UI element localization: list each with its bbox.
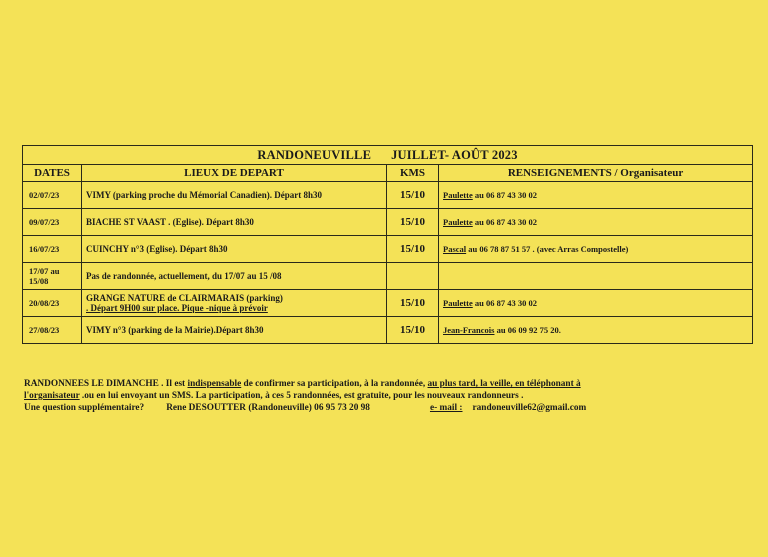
footer-line-2 (24, 390, 764, 402)
row-date: 16/07/23 (23, 236, 82, 263)
contact-phone: au 06 78 87 51 57 . (avec Arras Compostelle) (466, 244, 629, 254)
footer-emphasis: au plus tard, la veille, en téléphonant à (427, 379, 581, 389)
email-label: e- mail : (429, 403, 463, 413)
row-lieu: VIMY n°3 (parking de la Mairie).Départ 8h30 (82, 317, 387, 344)
row-kms (387, 263, 439, 290)
lieu-line-2: . Départ 9H00 sur place. Pique -nique à prévoir (86, 303, 268, 313)
contact-phone: au 06 09 92 75 20. (494, 325, 561, 335)
club-name: RANDONEUVILLE (257, 147, 372, 162)
date-line-2: 15/08 (29, 276, 49, 286)
footer-text: .ou en lui envoyant un SMS. La participation, à ces 5 randonnées, est gratuite, pour les nouveaux randonneurs . (79, 391, 524, 401)
row-kms: 15/10 (387, 236, 439, 263)
row-date: 20/08/23 (23, 290, 82, 317)
row-contact (439, 317, 753, 344)
row-date: 27/08/23 (23, 317, 82, 344)
header-dates: DATES (23, 165, 82, 182)
row-lieu: CUINCHY n°3 (Eglise). Départ 8h30 (82, 236, 387, 263)
contact-name: Paulette (443, 190, 473, 200)
footer-question: Une question supplémentaire? (24, 403, 145, 413)
header-renseignements: RENSEIGNEMENTS / Organisateur (439, 165, 753, 182)
row-kms: 15/10 (387, 209, 439, 236)
row-kms: 15/10 (387, 290, 439, 317)
schedule-period: JUILLET- AOÛT 2023 (391, 147, 518, 162)
footer-line-3 (24, 402, 764, 414)
contact-name: Paulette (443, 298, 473, 308)
footer-text: RANDONNEES LE DIMANCHE . Il est (24, 379, 188, 389)
header-kms: KMS (387, 165, 439, 182)
row-contact (439, 290, 753, 317)
table-row (23, 317, 753, 344)
contact-phone: au 06 87 43 30 02 (472, 217, 537, 227)
contact-phone: au 06 87 43 30 02 (472, 190, 537, 200)
footer-notes (24, 378, 764, 414)
table-row (23, 290, 753, 317)
footer-emphasis: l'organisateur (24, 391, 80, 401)
table-row (23, 209, 753, 236)
row-lieu: BIACHE ST VAAST . (Eglise). Départ 8h30 (82, 209, 387, 236)
table-title-row (23, 146, 753, 165)
table-row (23, 263, 753, 290)
date-line-1: 17/07 au (29, 266, 60, 276)
row-kms: 15/10 (387, 182, 439, 209)
table-title (23, 146, 753, 165)
contact-name: Jean-Francois (443, 325, 495, 335)
table-row (23, 182, 753, 209)
table-row (23, 236, 753, 263)
row-contact (439, 182, 753, 209)
contact-name: Paulette (443, 217, 473, 227)
row-date (23, 263, 82, 290)
row-date: 09/07/23 (23, 209, 82, 236)
row-lieu (82, 290, 387, 317)
contact-phone: au 06 87 43 30 02 (472, 298, 537, 308)
footer-line-1 (24, 378, 764, 390)
row-contact (439, 263, 753, 290)
contact-name: Pascal (443, 244, 467, 254)
contact-person: Rene DESOUTTER (Randoneuville) 06 95 73 20 98 (166, 403, 370, 413)
header-lieux: LIEUX DE DEPART (82, 165, 387, 182)
row-contact (439, 209, 753, 236)
row-date: 02/07/23 (23, 182, 82, 209)
table-header-row (23, 165, 753, 182)
footer-text: de confirmer sa participation, à la randonnée, (241, 379, 428, 389)
row-kms: 15/10 (387, 317, 439, 344)
email-address: randoneuville62@gmail.com (472, 403, 587, 413)
row-lieu: Pas de randonnée, actuellement, du 17/07 au 15 /08 (82, 263, 387, 290)
hike-schedule-table (22, 145, 753, 344)
lieu-line-1: GRANGE NATURE de CLAIRMARAIS (parking) (86, 293, 283, 303)
row-lieu: VIMY (parking proche du Mémorial Canadien). Départ 8h30 (82, 182, 387, 209)
row-contact (439, 236, 753, 263)
footer-emphasis: indispensable (187, 379, 242, 389)
